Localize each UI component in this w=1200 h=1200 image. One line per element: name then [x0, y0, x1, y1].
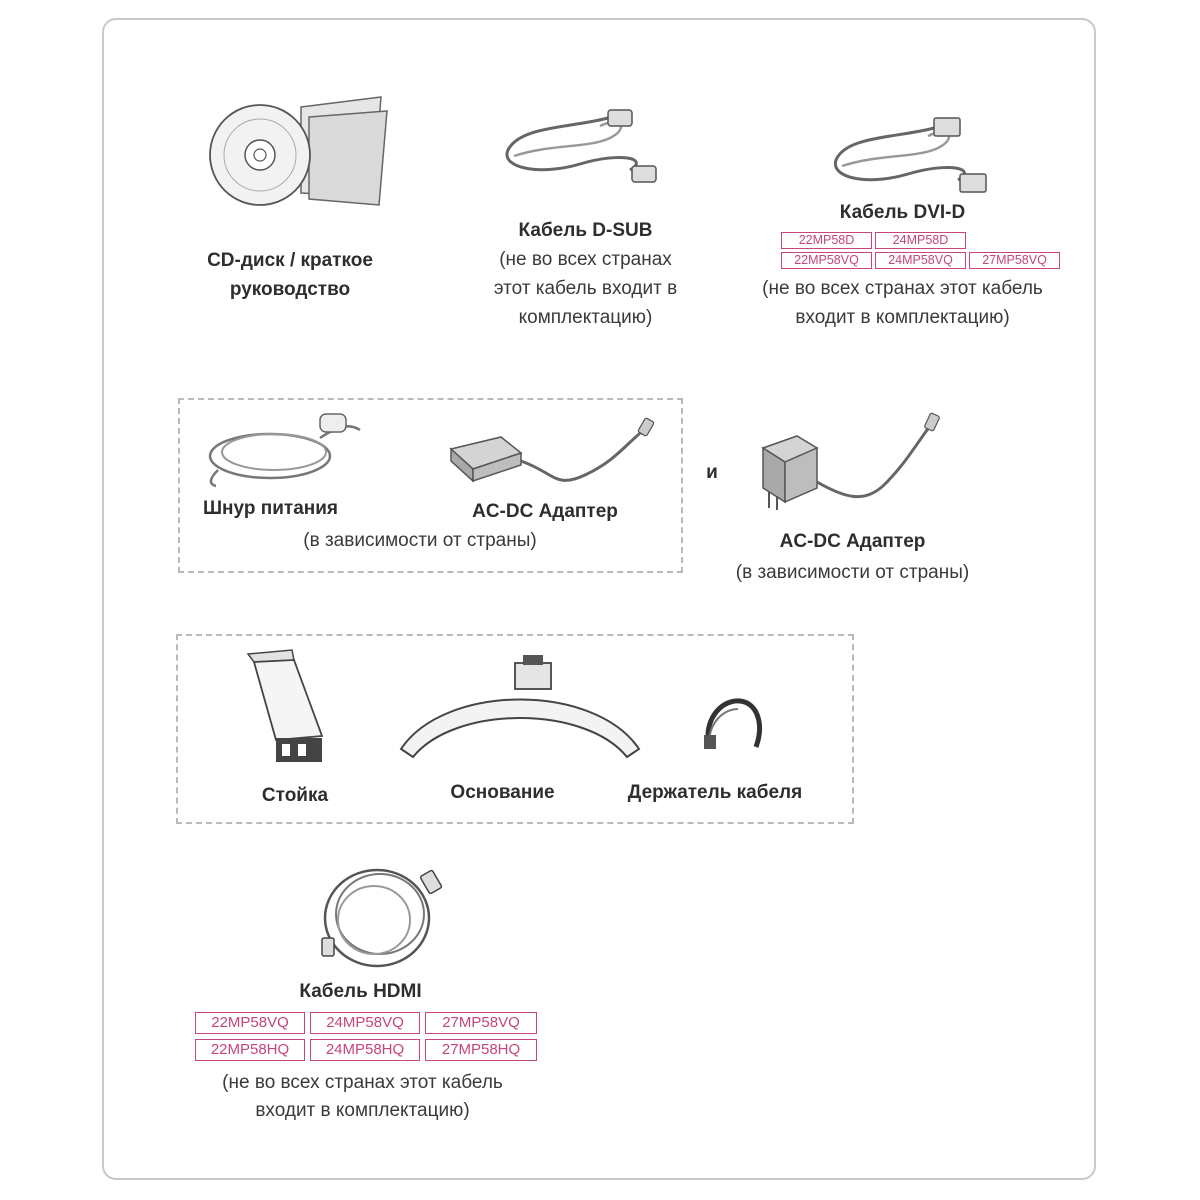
hdmi-note-line1: (не во всех странах этот кабель — [222, 1072, 503, 1093]
model-tag: 27MP58HQ — [425, 1039, 537, 1061]
model-tag: 22MP58HQ — [195, 1039, 305, 1061]
dvi-models-row1 — [781, 232, 1060, 249]
adapter-image — [445, 415, 660, 495]
model-tag: 27MP58VQ — [425, 1012, 537, 1034]
adapter-alt-note: (в зависимости от страны) — [735, 562, 970, 583]
stand-image — [242, 648, 332, 770]
adapter-alt-image — [755, 412, 945, 512]
hdmi-note-line2: входит в комплектацию) — [255, 1100, 470, 1121]
dvi-models-row2 — [781, 252, 1060, 269]
model-tag: 24MP58HQ — [310, 1039, 420, 1061]
hdmi-title: Кабель HDMI — [299, 981, 422, 1002]
dsub-title: Кабель D-SUB — [518, 220, 653, 241]
hdmi-model-tags — [195, 1012, 537, 1061]
power-cord-image — [200, 408, 370, 488]
dvi-note-line1: (не во всех странах этот кабель — [762, 278, 1043, 299]
base-label: Основание — [450, 782, 555, 803]
model-tag: 22MP58VQ — [781, 252, 872, 269]
adapter-alt-label: AC-DC Адаптер — [779, 531, 926, 552]
dvi-model-tags — [781, 232, 1060, 269]
dsub-note-line2: этот кабель входит в — [493, 278, 678, 299]
model-tag: 24MP58VQ — [310, 1012, 420, 1034]
dvi-cable-image — [830, 118, 1000, 198]
cd-label-line2: руководство — [229, 279, 351, 300]
adapter-label: AC-DC Адаптер — [472, 501, 618, 522]
cable-holder-label: Держатель кабеля — [627, 782, 803, 803]
power-group-note: (в зависимости от страны) — [303, 530, 537, 551]
dvi-note-line2: входит в комплектацию) — [795, 307, 1010, 328]
cd-booklet-image — [205, 95, 395, 210]
dsub-cable-image — [500, 108, 670, 188]
dsub-note-line1: (не во всех странах — [499, 249, 672, 270]
model-tag: 22MP58D — [781, 232, 872, 249]
and-word: и — [706, 462, 718, 483]
model-tag: 24MP58D — [875, 232, 966, 249]
base-image — [395, 653, 645, 768]
cd-label-line1: CD-диск / краткое — [207, 250, 373, 271]
model-tag: 27MP58VQ — [969, 252, 1060, 269]
stand-label: Стойка — [261, 785, 329, 806]
hdmi-models-row1 — [195, 1012, 537, 1034]
power-cord-label: Шнур питания — [202, 498, 339, 519]
dsub-note-line3: комплектацию) — [518, 307, 653, 328]
dvi-title: Кабель DVI-D — [839, 202, 966, 223]
hdmi-models-row2 — [195, 1039, 537, 1061]
hdmi-cable-image — [312, 858, 452, 973]
cable-holder-image — [700, 695, 770, 755]
model-tag: 22MP58VQ — [195, 1012, 305, 1034]
model-tag: 24MP58VQ — [875, 252, 966, 269]
